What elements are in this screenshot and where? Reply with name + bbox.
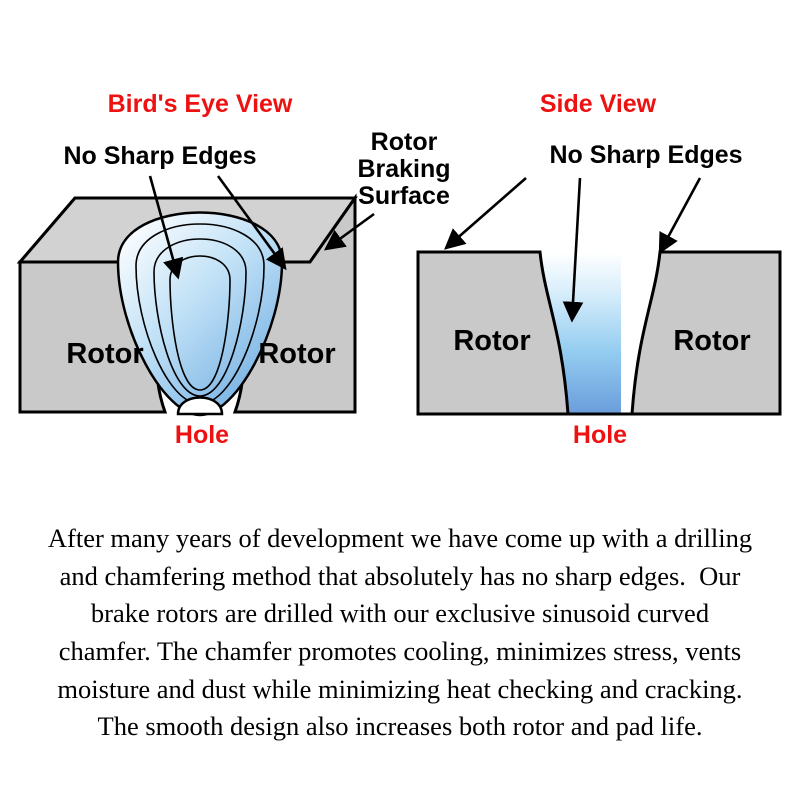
caption-line: and chamfering method that absolutely has no sharp edges. Our [59,560,741,591]
birds-eye-view-group [20,90,451,449]
caption-line: The smooth design also increases both rotor and pad life. [97,711,703,742]
caption-line: brake rotors are drilled with our exclusive sinusoid curved [90,598,710,629]
caption-line: After many years of development we have come up with a drilling [47,523,753,553]
rotor-label-right-b: Rotor [673,325,751,357]
leader-arrow-no-sharp-edges-right-2 [660,178,700,252]
side-view-group [418,90,780,449]
rotor-label-left-a: Rotor [66,338,144,370]
caption-line: moisture and dust while minimizing heat checking and cracking. [57,673,743,704]
rotor-label-right-a: Rotor [453,325,531,357]
no-sharp-edges-label-right: No Sharp Edges [549,141,743,169]
rotor-braking-surface-line1: Rotor [370,128,438,156]
caption-line: chamfer. The chamfer promotes cooling, minimizes stress, vents [58,635,742,666]
rotor-braking-surface-line3: Surface [358,182,450,210]
side-view-title: Side View [539,90,657,118]
rotor-braking-surface-line2: Braking [357,155,451,183]
birds-eye-view-title: Bird's Eye View [107,90,293,118]
caption-paragraph [0,520,800,746]
leader-arrow-side-top-surface [446,178,526,248]
hole-label-right: Hole [572,421,628,449]
hole-label-left: Hole [174,421,230,449]
rotor-label-left-b: Rotor [258,338,336,370]
no-sharp-edges-label-left: No Sharp Edges [63,142,257,170]
